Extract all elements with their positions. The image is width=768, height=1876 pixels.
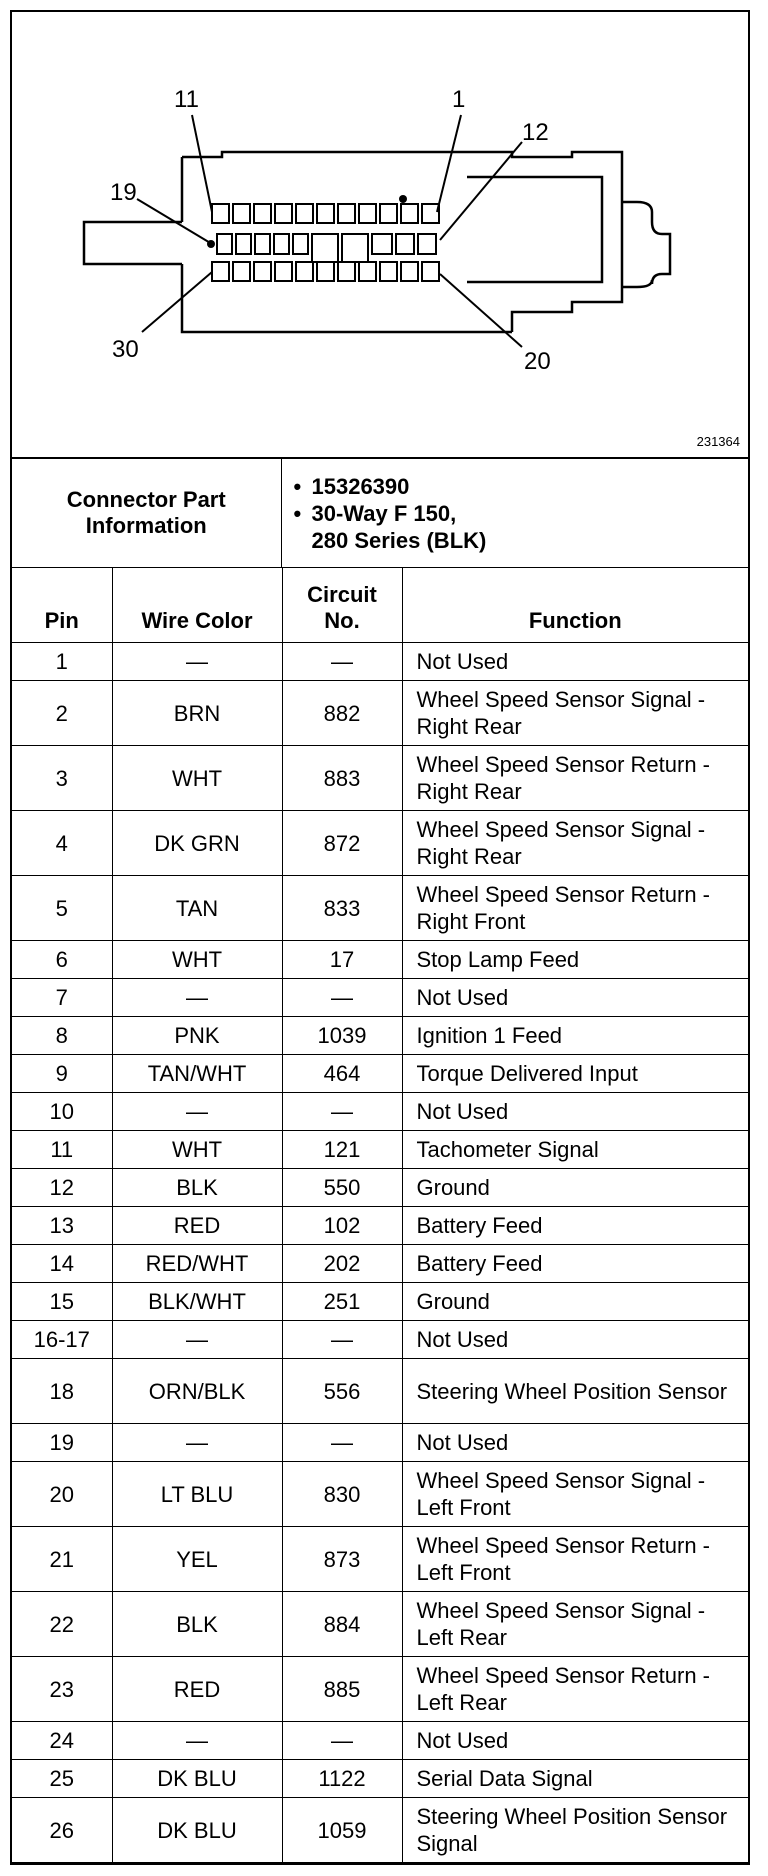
table-row [12,1722,748,1760]
cell-circuit-no: 251 [282,1283,402,1321]
cell-wire-color: DK GRN [112,811,282,876]
cell-function: Not Used [402,979,748,1017]
table-row [12,746,748,811]
cavity-bottom [338,262,355,281]
figure-id: 231364 [696,434,740,449]
cell-pin: 22 [12,1592,112,1657]
cell-function: Ignition 1 Feed [402,1017,748,1055]
cavity-middle [293,234,308,254]
cell-function: Wheel Speed Sensor Return - Right Front [402,876,748,941]
connector-drawing [12,12,748,457]
cell-function: Tachometer Signal [402,1131,748,1169]
cell-wire-color: RED [112,1207,282,1245]
cavity-bottom [359,262,376,281]
cell-circuit-no: 873 [282,1527,402,1592]
cell-pin: 12 [12,1169,112,1207]
table-row [12,941,748,979]
cell-circuit-no: 884 [282,1592,402,1657]
cell-circuit-no: 17 [282,941,402,979]
cell-function: Battery Feed [402,1207,748,1245]
cell-circuit-no: 882 [282,681,402,746]
cell-circuit-no: 883 [282,746,402,811]
cell-pin: 26 [12,1798,112,1863]
cell-pin: 9 [12,1055,112,1093]
cell-circuit-no: — [282,1424,402,1462]
cell-circuit-no: 121 [282,1131,402,1169]
cavity-top [317,204,334,223]
cell-circuit-no: 464 [282,1055,402,1093]
table-row [12,979,748,1017]
cell-pin: 8 [12,1017,112,1055]
cell-function: Not Used [402,1093,748,1131]
cell-pin: 7 [12,979,112,1017]
cavity-top [401,204,418,223]
cell-pin: 16-17 [12,1321,112,1359]
cell-function: Wheel Speed Sensor Return - Left Rear [402,1657,748,1722]
table-row [12,1093,748,1131]
cell-pin: 6 [12,941,112,979]
cell-wire-color: TAN [112,876,282,941]
cell-function: Wheel Speed Sensor Signal - Right Rear [402,681,748,746]
header-pin: Pin [12,568,112,643]
cavity-top [296,204,313,223]
cell-function: Battery Feed [402,1245,748,1283]
table-row [12,1424,748,1462]
cell-circuit-no: 885 [282,1657,402,1722]
cell-wire-color: BRN [112,681,282,746]
cell-pin: 14 [12,1245,112,1283]
cell-pin: 4 [12,811,112,876]
callout-20: 20 [524,348,551,375]
table-row [12,643,748,681]
header-circuit-no [282,568,402,643]
cavity-bottom [317,262,334,281]
cell-function: Wheel Speed Sensor Return - Right Rear [402,746,748,811]
cell-pin: 1 [12,643,112,681]
table-row [12,1798,748,1863]
cell-wire-color: DK BLU [112,1798,282,1863]
cell-pin: 18 [12,1359,112,1424]
cell-pin: 11 [12,1131,112,1169]
cell-wire-color: — [112,643,282,681]
cell-pin: 5 [12,876,112,941]
table-row [12,1321,748,1359]
cell-function: Stop Lamp Feed [402,941,748,979]
cavity-bottom [296,262,313,281]
cell-circuit-no: — [282,1722,402,1760]
cell-wire-color: WHT [112,746,282,811]
cell-wire-color: BLK/WHT [112,1283,282,1321]
cavity-top [233,204,250,223]
cell-wire-color: DK BLU [112,1760,282,1798]
cavity-bottom [401,262,418,281]
cavity-middle [255,234,270,254]
cavity-top [212,204,229,223]
pinout-table [12,568,748,1863]
cell-pin: 2 [12,681,112,746]
cavity-middle [236,234,251,254]
cell-wire-color: — [112,1093,282,1131]
cavity-top [338,204,355,223]
callout-19: 19 [110,179,137,206]
cell-circuit-no: 102 [282,1207,402,1245]
cell-function: Wheel Speed Sensor Signal - Left Rear [402,1592,748,1657]
cell-wire-color: LT BLU [112,1462,282,1527]
cell-wire-color: — [112,1722,282,1760]
cell-wire-color: WHT [112,941,282,979]
cell-pin: 20 [12,1462,112,1527]
table-row [12,1017,748,1055]
cavity-top [422,204,439,223]
table-row [12,1359,748,1424]
cavity-bottom [254,262,271,281]
table-row [12,1592,748,1657]
table-row [12,681,748,746]
connector-description: • 30-Way F 150, 280 Series (BLK) [294,500,743,554]
cell-circuit-no: — [282,643,402,681]
cell-circuit-no: 202 [282,1245,402,1283]
cavity-middle [217,234,232,254]
cell-circuit-no: — [282,1321,402,1359]
cell-circuit-no: 872 [282,811,402,876]
cell-wire-color: — [112,1321,282,1359]
cell-circuit-no: — [282,1093,402,1131]
cell-function: Not Used [402,1424,748,1462]
cell-function: Ground [402,1169,748,1207]
cell-pin: 15 [12,1283,112,1321]
part-number: • 15326390 [294,473,743,500]
table-row [12,1055,748,1093]
cell-wire-color: — [112,979,282,1017]
cell-function: Not Used [402,643,748,681]
cell-function: Not Used [402,1321,748,1359]
cell-pin: 23 [12,1657,112,1722]
cavity-top [275,204,292,223]
callout-11: 11 [174,86,199,113]
table-row [12,1245,748,1283]
cell-circuit-no: 556 [282,1359,402,1424]
table-row [12,876,748,941]
cell-circuit-no: 1039 [282,1017,402,1055]
cell-wire-color: — [112,1424,282,1462]
header-wire-color: Wire Color [112,568,282,643]
cell-pin: 19 [12,1424,112,1462]
cell-pin: 25 [12,1760,112,1798]
cell-function: Serial Data Signal [402,1760,748,1798]
cell-pin: 10 [12,1093,112,1131]
cavity-bottom [212,262,229,281]
cell-wire-color: PNK [112,1017,282,1055]
cell-function: Torque Delivered Input [402,1055,748,1093]
cell-wire-color: TAN/WHT [112,1055,282,1093]
table-row [12,1207,748,1245]
connector-figure [12,12,748,459]
cavity-bottom [380,262,397,281]
cell-circuit-no: 550 [282,1169,402,1207]
cell-circuit-no: 1122 [282,1760,402,1798]
cell-pin: 21 [12,1527,112,1592]
cavity-top [380,204,397,223]
header-circuit-no-text: Circuit No. [307,582,377,633]
cell-function: Steering Wheel Position Sensor [402,1359,748,1424]
connector-info-label: Connector Part Information [12,459,281,568]
cavity-top [359,204,376,223]
table-row [12,1131,748,1169]
cavity-top [254,204,271,223]
cavity-bottom [422,262,439,281]
table-row [12,1462,748,1527]
connector-document [10,10,750,1865]
cell-wire-color: BLK [112,1169,282,1207]
cell-wire-color: ORN/BLK [112,1359,282,1424]
table-row [12,1760,748,1798]
cell-wire-color: RED [112,1657,282,1722]
cell-function: Not Used [402,1722,748,1760]
cell-circuit-no: 833 [282,876,402,941]
cell-circuit-no: 830 [282,1462,402,1527]
table-row [12,1657,748,1722]
table-row [12,1169,748,1207]
cell-wire-color: YEL [112,1527,282,1592]
cell-wire-color: BLK [112,1592,282,1657]
cell-function: Wheel Speed Sensor Signal - Left Front [402,1462,748,1527]
table-row [12,811,748,876]
cell-function: Steering Wheel Position Sensor Signal [402,1798,748,1863]
header-function: Function [402,568,748,643]
callout-30: 30 [112,336,139,363]
connector-info-table [12,459,748,568]
cell-pin: 3 [12,746,112,811]
cavity-middle [396,234,414,254]
cell-pin: 13 [12,1207,112,1245]
cell-function: Wheel Speed Sensor Return - Left Front [402,1527,748,1592]
cell-function: Ground [402,1283,748,1321]
callout-1: 1 [452,86,466,113]
table-row [12,1283,748,1321]
cavity-middle [342,234,368,262]
cell-function: Wheel Speed Sensor Signal - Right Rear [402,811,748,876]
cavity-middle [312,234,338,262]
cell-circuit-no: 1059 [282,1798,402,1863]
table-row [12,1527,748,1592]
cavity-middle [418,234,436,254]
callout-12: 12 [522,119,549,146]
cavity-bottom [233,262,250,281]
cell-wire-color: RED/WHT [112,1245,282,1283]
cell-circuit-no: — [282,979,402,1017]
cell-wire-color: WHT [112,1131,282,1169]
cavity-bottom [275,262,292,281]
cavity-middle [274,234,289,254]
cavity-middle [372,234,392,254]
cell-pin: 24 [12,1722,112,1760]
